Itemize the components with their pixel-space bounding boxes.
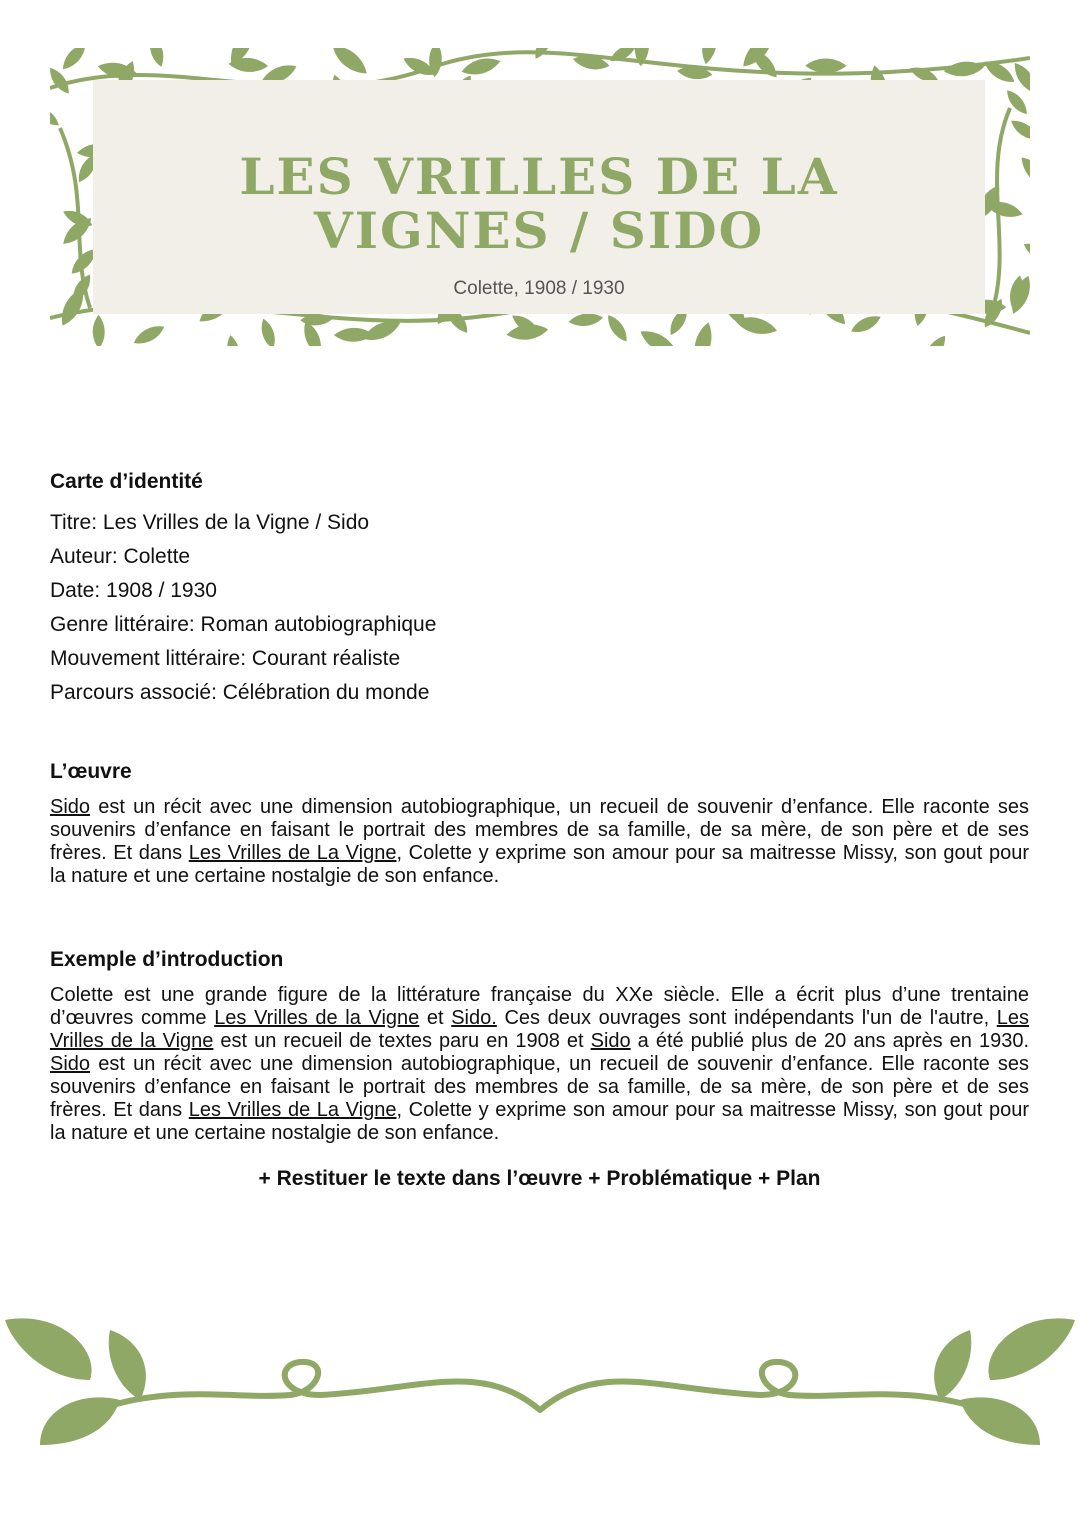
identity-line: Parcours associé: Célébration du monde	[50, 681, 430, 704]
oeuvre-paragraph	[50, 796, 1029, 888]
identity-section	[50, 470, 1029, 710]
sido-title-ref: Sido	[590, 1030, 631, 1052]
instructions-line: + Restituer le texte dans l’œuvre + Problématique + Plan	[258, 1167, 821, 1190]
title-panel	[93, 80, 985, 314]
vine-ornament-icon	[0, 1300, 1080, 1460]
oeuvre-text: est un récit avec une dimension autobiographique, un recueil de souvenir d’enfance. Elle raconte ses souvenirs d’enfance en faisant le portrait des membres de sa famille, de sa mère, de son père et de ses frères. Et dans	[50, 796, 1029, 864]
sido-title-ref: Sido	[50, 1053, 91, 1075]
intro-text: Colette est une grande figure de la littérature française du XXe siècle. Elle a écrit plus d’une trentaine d’œuvres comme	[50, 984, 1029, 1029]
sido-title-ref: Sido.	[451, 1007, 497, 1029]
vrilles-title-ref: Les Vrilles de la Vigne	[214, 1007, 420, 1029]
identity-line: Genre littéraire: Roman autobiographique	[50, 613, 437, 636]
intro-section	[50, 948, 1029, 1191]
oeuvre-section	[50, 760, 1029, 888]
vrilles-title-ref: Les Vrilles de La Vigne	[188, 842, 397, 864]
identity-line: Titre: Les Vrilles de la Vigne / Sido	[50, 511, 370, 534]
intro-text: , Colette y exprime son amour pour sa maitresse Missy, son gout pour la nature et une certaine nostalgie de son enfance.	[50, 1099, 1029, 1144]
identity-heading: Carte d’identité	[50, 470, 203, 493]
intro-text: Ces deux ouvrages sont indépendants l'un de l'autre,	[496, 1007, 997, 1029]
intro-text: est un récit avec une dimension autobiographique, un recueil de souvenir d’enfance. Elle raconte ses souvenirs d’enfance en faisant le portrait des membres de sa famille, de sa mère, de son père et de ses frères. Et dans	[50, 1053, 1029, 1121]
intro-text: a été publié plus de 20 ans après en 1930.	[630, 1030, 1029, 1052]
document-body	[50, 470, 1029, 1191]
identity-line: Auteur: Colette	[50, 545, 191, 568]
oeuvre-heading: L’œuvre	[50, 760, 132, 783]
intro-text: et	[419, 1007, 452, 1029]
page-title: LES VRILLES DE LA VIGNES / SIDO	[239, 147, 839, 260]
vrilles-title-ref: Les Vrilles de La Vigne	[188, 1099, 397, 1121]
vrilles-title-ref: Les Vrilles de la Vigne	[50, 1007, 1030, 1052]
intro-paragraph	[50, 984, 1029, 1145]
sido-title-ref: Sido	[50, 796, 91, 818]
intro-text: est un recueil de textes paru en 1908 et	[213, 1030, 591, 1052]
intro-heading: Exemple d’introduction	[50, 948, 284, 971]
oeuvre-text: , Colette y exprime son amour pour sa maitresse Missy, son gout pour la nature et une certaine nostalgie de son enfance.	[50, 842, 1029, 887]
identity-line: Mouvement littéraire: Courant réaliste	[50, 647, 401, 670]
page-subtitle: Colette, 1908 / 1930	[453, 278, 625, 299]
identity-line: Date: 1908 / 1930	[50, 579, 217, 602]
